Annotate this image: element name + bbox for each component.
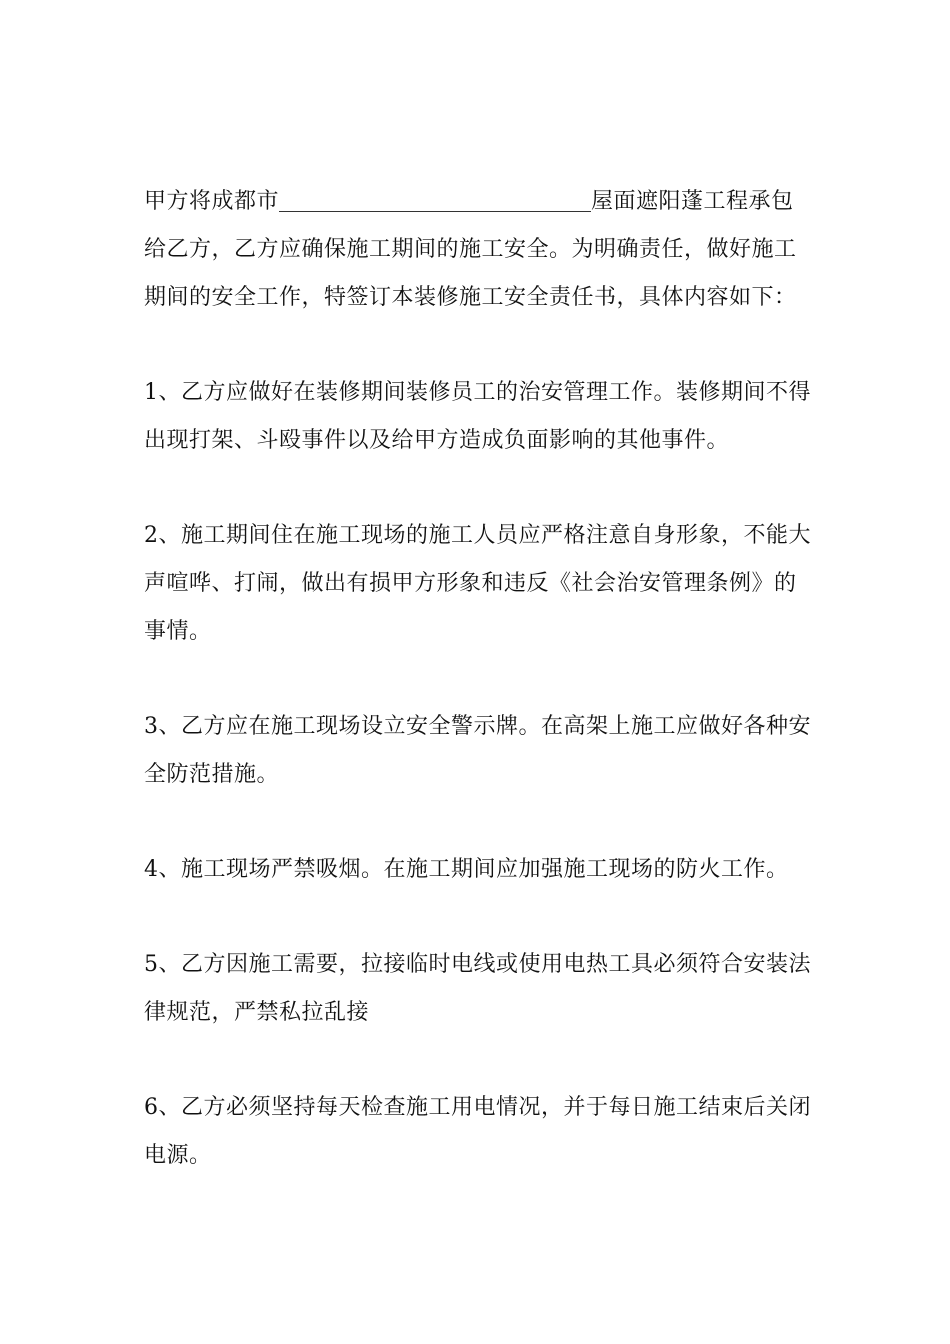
clause-1: [144, 369, 812, 465]
clause-6: [144, 1084, 812, 1180]
intro-line-3: 期间的安全工作，特签订本装修施工安全责任书，具体内容如下：: [144, 285, 797, 310]
clause-line: 3、乙方应在施工现场设立安全警示牌。在高架上施工应做好各种安: [144, 714, 811, 739]
clause-line: 全防范措施。: [144, 762, 280, 787]
clause-5: [144, 941, 812, 1037]
clause-line: 6、乙方必须坚持每天检查施工用电情况，并于每日施工结束后关闭: [144, 1095, 811, 1120]
clause-line: 4、施工现场严禁吸烟。在施工期间应加强施工现场的防火工作。: [144, 857, 789, 882]
clause-line: 出现打架、斗殴事件以及给甲方造成负面影响的其他事件。: [144, 428, 730, 453]
clause-line: 事情。: [144, 619, 212, 644]
clause-3: [144, 703, 812, 799]
intro-lead-text: 甲方将成都市: [144, 189, 280, 214]
intro-line-2: 给乙方，乙方应确保施工期间的施工安全。为明确责任，做好施工: [144, 237, 797, 262]
project-name-blank: [279, 189, 591, 212]
intro-paragraph: [144, 178, 812, 322]
intro-line-1: [144, 178, 812, 226]
clause-line: 电源。: [144, 1143, 212, 1168]
clause-line: 5、乙方因施工需要，拉接临时电线或使用电热工具必须符合安装法: [144, 952, 811, 977]
clause-line: 1、乙方应做好在装修期间装修员工的治安管理工作。装修期间不得: [144, 380, 811, 405]
clause-line: 律规范，严禁私拉乱接: [144, 1000, 370, 1025]
clause-2: [144, 512, 812, 656]
clause-4: [144, 846, 812, 894]
clause-line: 2、施工期间住在施工现场的施工人员应严格注意自身形象，不能大: [144, 523, 811, 548]
clause-line: 声喧哗、打闹，做出有损甲方形象和违反《社会治安管理条例》的: [144, 571, 797, 596]
intro-after-blank-text: 屋面遮阳蓬工程承包: [591, 189, 794, 214]
document-page: [144, 178, 812, 1180]
